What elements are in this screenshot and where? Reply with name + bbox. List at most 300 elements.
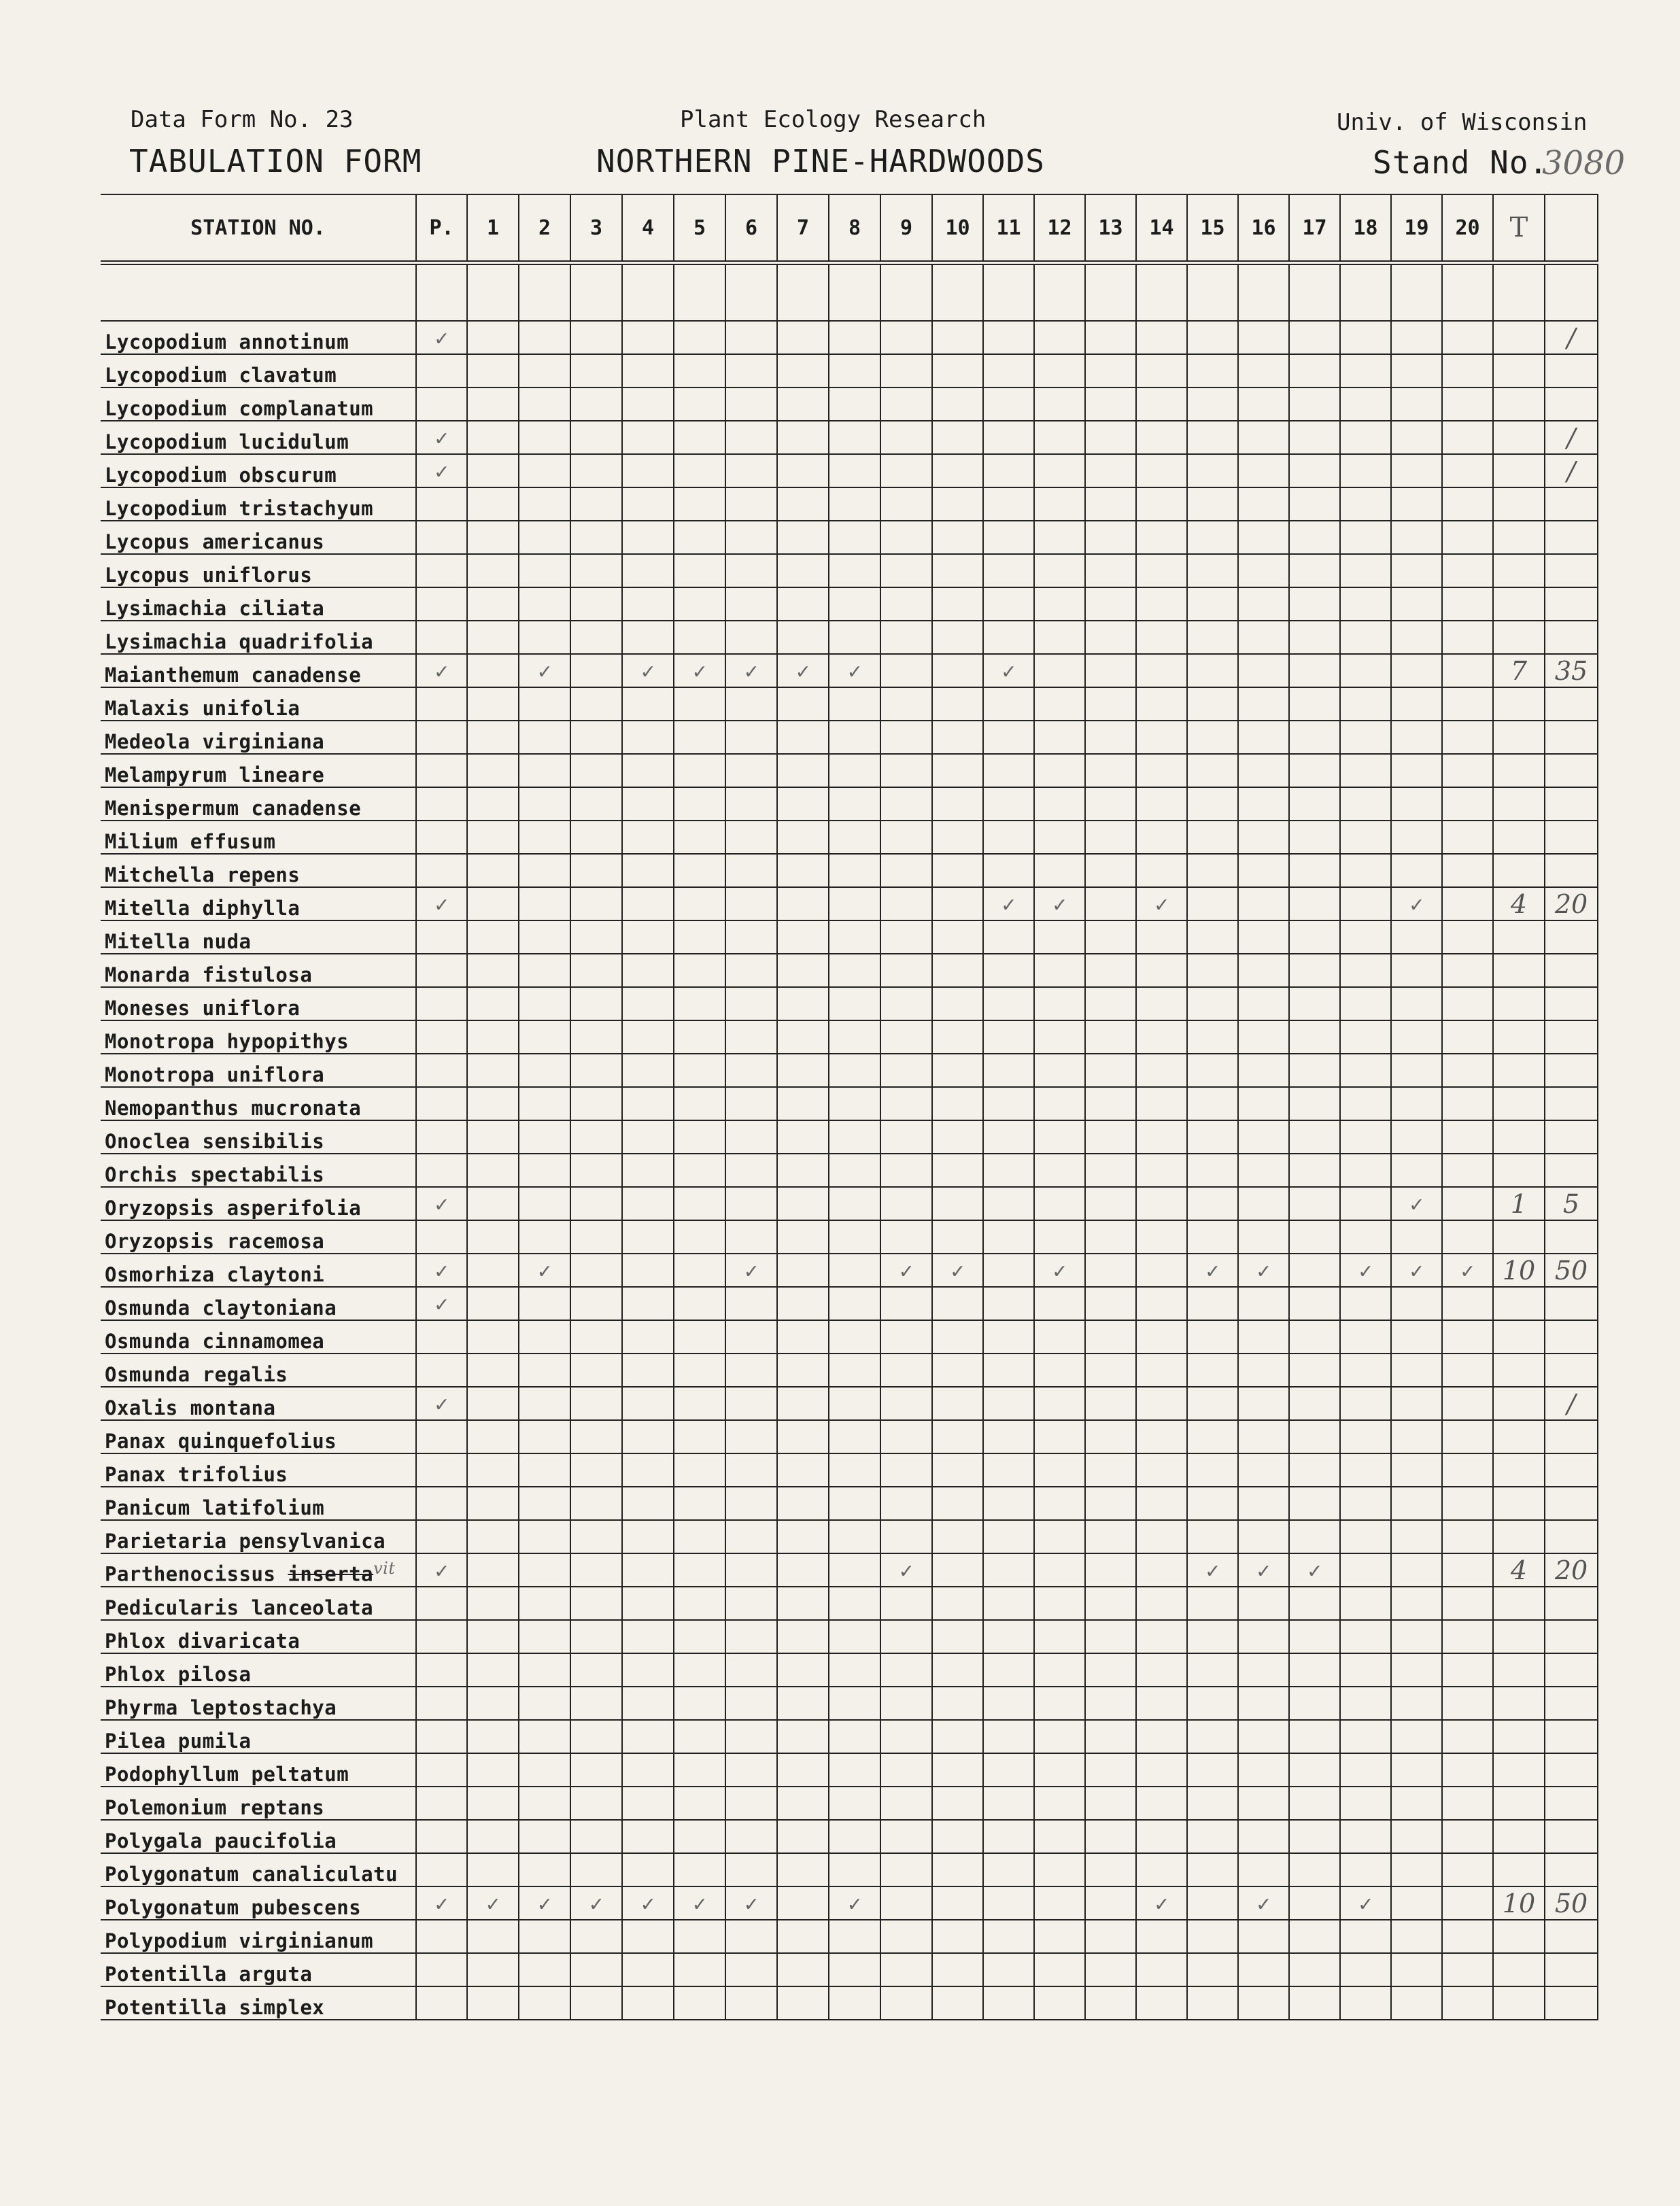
station-cell bbox=[983, 687, 1034, 721]
station-cell bbox=[932, 454, 983, 487]
station-cell bbox=[1238, 1120, 1289, 1154]
station-cell bbox=[1340, 1986, 1391, 2020]
station-cell bbox=[467, 954, 519, 987]
station-cell bbox=[1136, 621, 1187, 654]
table-row bbox=[101, 1320, 1598, 1354]
station-cell bbox=[674, 1653, 725, 1687]
station-cell bbox=[1340, 654, 1391, 687]
station-cell bbox=[1187, 1420, 1238, 1453]
station-cell bbox=[519, 721, 570, 754]
total-cell bbox=[1493, 421, 1545, 454]
species-label: Mitchella repens bbox=[105, 863, 301, 886]
station-cell bbox=[1442, 1187, 1493, 1220]
station-cell bbox=[880, 754, 932, 787]
station-cell bbox=[1136, 1587, 1187, 1620]
station-cell bbox=[880, 1753, 932, 1787]
total-cell bbox=[1493, 1354, 1545, 1387]
struck-epithet: inserta bbox=[288, 1563, 374, 1586]
station-cell bbox=[519, 1120, 570, 1154]
species-label: Lycopodium complanatum bbox=[105, 397, 374, 420]
station-cell bbox=[725, 1687, 777, 1720]
station-cell bbox=[983, 854, 1034, 887]
total-cell bbox=[1493, 1453, 1545, 1487]
species-name bbox=[101, 1587, 416, 1620]
species-label: Parietaria pensylvanica bbox=[105, 1530, 386, 1553]
station-cell bbox=[519, 387, 570, 421]
station-cell bbox=[1289, 920, 1340, 954]
station-cell bbox=[983, 421, 1034, 454]
station-cell bbox=[880, 954, 932, 987]
station-cell bbox=[1340, 754, 1391, 787]
station-cell bbox=[1187, 354, 1238, 387]
station-cell bbox=[519, 920, 570, 954]
station-cell bbox=[1187, 587, 1238, 621]
station-cell bbox=[932, 954, 983, 987]
station-cell bbox=[467, 1687, 519, 1720]
total-cell bbox=[1493, 954, 1545, 987]
station-cell bbox=[1136, 787, 1187, 821]
station-cell bbox=[880, 1087, 932, 1120]
total-cell: 7 bbox=[1493, 654, 1545, 687]
column-header: 19 bbox=[1391, 194, 1442, 263]
station-cell bbox=[467, 587, 519, 621]
station-cell bbox=[983, 1054, 1034, 1087]
station-cell bbox=[1289, 1787, 1340, 1820]
station-cell bbox=[570, 1320, 622, 1354]
table-row bbox=[101, 1787, 1598, 1820]
frequency-cell bbox=[1545, 621, 1598, 654]
column-header: 17 bbox=[1289, 194, 1340, 263]
blank-row bbox=[101, 263, 1598, 322]
table-row bbox=[101, 1087, 1598, 1120]
station-cell bbox=[1340, 1120, 1391, 1154]
station-cell bbox=[1187, 754, 1238, 787]
station-cell bbox=[1442, 1453, 1493, 1487]
station-cell bbox=[1034, 754, 1085, 787]
station-cell bbox=[1340, 354, 1391, 387]
station-cell bbox=[725, 1753, 777, 1787]
station-cell bbox=[1289, 687, 1340, 721]
station-cell bbox=[932, 1220, 983, 1254]
station-cell: ✓ bbox=[1238, 1886, 1289, 1920]
station-cell: ✓ bbox=[1136, 1886, 1187, 1920]
station-cell bbox=[880, 587, 932, 621]
station-cell bbox=[467, 754, 519, 787]
station-cell bbox=[880, 1953, 932, 1986]
station-cell bbox=[829, 1620, 880, 1653]
station-cell bbox=[983, 1154, 1034, 1187]
presence-cell: ✓ bbox=[416, 1553, 467, 1587]
frequency-cell bbox=[1545, 1587, 1598, 1620]
station-cell bbox=[725, 1487, 777, 1520]
station-cell bbox=[570, 1953, 622, 1986]
table-row bbox=[101, 1886, 1598, 1920]
station-cell bbox=[1340, 1620, 1391, 1653]
station-cell bbox=[777, 1853, 829, 1886]
station-cell bbox=[1085, 1920, 1136, 1953]
station-cell bbox=[622, 754, 674, 787]
station-cell bbox=[725, 1120, 777, 1154]
station-cell bbox=[570, 1354, 622, 1387]
station-cell bbox=[1289, 1054, 1340, 1087]
station-cell bbox=[674, 1520, 725, 1553]
station-cell bbox=[674, 1420, 725, 1453]
station-cell bbox=[1187, 1220, 1238, 1254]
station-cell bbox=[1238, 387, 1289, 421]
station-cell bbox=[622, 1487, 674, 1520]
total-cell bbox=[1493, 687, 1545, 721]
station-cell bbox=[1187, 521, 1238, 554]
table-row bbox=[101, 654, 1598, 687]
station-cell bbox=[880, 1154, 932, 1187]
station-cell bbox=[983, 621, 1034, 654]
presence-cell bbox=[416, 1920, 467, 1953]
station-cell bbox=[1340, 1487, 1391, 1520]
station-cell bbox=[1289, 421, 1340, 454]
station-cell bbox=[1187, 1853, 1238, 1886]
station-cell bbox=[983, 821, 1034, 854]
station-cell bbox=[1442, 954, 1493, 987]
station-cell bbox=[1340, 687, 1391, 721]
species-name bbox=[101, 1154, 416, 1187]
station-cell bbox=[467, 487, 519, 521]
station-cell: ✓ bbox=[1391, 1254, 1442, 1287]
station-cell bbox=[932, 1653, 983, 1687]
station-cell bbox=[674, 1487, 725, 1520]
station-cell bbox=[1289, 1620, 1340, 1653]
empty-cell bbox=[829, 263, 880, 322]
station-cell bbox=[674, 1320, 725, 1354]
station-cell bbox=[1391, 554, 1442, 587]
station-cell bbox=[725, 1520, 777, 1553]
species-name bbox=[101, 1920, 416, 1953]
station-cell bbox=[1340, 1187, 1391, 1220]
table-row bbox=[101, 1820, 1598, 1853]
species-name bbox=[101, 487, 416, 521]
station-cell bbox=[725, 721, 777, 754]
station-cell bbox=[829, 1420, 880, 1453]
species-name bbox=[101, 1720, 416, 1753]
station-cell bbox=[1034, 1520, 1085, 1553]
station-cell bbox=[725, 987, 777, 1020]
station-cell bbox=[1085, 1953, 1136, 1986]
station-cell bbox=[932, 920, 983, 954]
station-cell bbox=[1238, 621, 1289, 654]
station-cell bbox=[622, 1787, 674, 1820]
station-cell bbox=[1085, 587, 1136, 621]
station-cell bbox=[622, 521, 674, 554]
species-name bbox=[101, 1420, 416, 1453]
species-name bbox=[101, 1886, 416, 1920]
column-header: 4 bbox=[622, 194, 674, 263]
station-cell bbox=[1238, 1520, 1289, 1553]
station-cell bbox=[1136, 387, 1187, 421]
station-cell bbox=[1187, 1920, 1238, 1953]
total-cell bbox=[1493, 554, 1545, 587]
station-cell bbox=[932, 321, 983, 354]
station-cell bbox=[1238, 920, 1289, 954]
station-cell bbox=[725, 1853, 777, 1886]
station-cell bbox=[829, 1487, 880, 1520]
station-cell bbox=[1187, 421, 1238, 454]
frequency-cell bbox=[1545, 1320, 1598, 1354]
station-cell bbox=[932, 354, 983, 387]
station-cell bbox=[725, 1787, 777, 1820]
station-cell bbox=[1442, 687, 1493, 721]
station-cell bbox=[1289, 1254, 1340, 1287]
table-row bbox=[101, 1187, 1598, 1220]
station-cell bbox=[674, 754, 725, 787]
station-cell bbox=[725, 1220, 777, 1254]
station-cell bbox=[622, 587, 674, 621]
station-cell bbox=[829, 1687, 880, 1720]
station-cell bbox=[1187, 1354, 1238, 1387]
station-cell bbox=[1238, 1687, 1289, 1720]
station-cell bbox=[1085, 1354, 1136, 1387]
station-cell bbox=[725, 1420, 777, 1453]
station-cell bbox=[1340, 1820, 1391, 1853]
station-cell bbox=[1289, 1687, 1340, 1720]
station-cell bbox=[674, 1553, 725, 1587]
station-cell bbox=[519, 1087, 570, 1120]
station-cell bbox=[1442, 821, 1493, 854]
station-cell bbox=[570, 821, 622, 854]
station-cell bbox=[1442, 1553, 1493, 1587]
station-cell bbox=[1187, 920, 1238, 954]
presence-cell bbox=[416, 1653, 467, 1687]
station-cell: ✓ bbox=[1238, 1254, 1289, 1287]
station-cell bbox=[1034, 1853, 1085, 1886]
total-cell bbox=[1493, 1487, 1545, 1520]
station-cell bbox=[829, 1820, 880, 1853]
station-cell bbox=[1442, 887, 1493, 920]
station-cell bbox=[1085, 687, 1136, 721]
station-cell bbox=[725, 754, 777, 787]
presence-cell bbox=[416, 721, 467, 754]
station-cell bbox=[1085, 1287, 1136, 1320]
station-cell bbox=[1085, 1154, 1136, 1187]
station-cell bbox=[725, 1020, 777, 1054]
station-cell bbox=[570, 1920, 622, 1953]
species-name bbox=[101, 1320, 416, 1354]
species-label: Polemonium reptans bbox=[105, 1796, 325, 1819]
species-name bbox=[101, 1820, 416, 1853]
station-cell bbox=[622, 1120, 674, 1154]
station-cell bbox=[622, 354, 674, 387]
station-cell bbox=[1238, 754, 1289, 787]
station-cell bbox=[880, 887, 932, 920]
station-cell bbox=[983, 554, 1034, 587]
station-cell bbox=[1289, 1020, 1340, 1054]
station-cell bbox=[1187, 487, 1238, 521]
station-cell bbox=[570, 1054, 622, 1087]
station-cell bbox=[1442, 521, 1493, 554]
station-cell bbox=[1289, 1953, 1340, 1986]
species-name bbox=[101, 521, 416, 554]
station-cell bbox=[1289, 1753, 1340, 1787]
station-cell bbox=[829, 1087, 880, 1120]
station-cell bbox=[1034, 1487, 1085, 1520]
station-cell bbox=[1442, 387, 1493, 421]
station-cell bbox=[1238, 821, 1289, 854]
station-cell bbox=[829, 1387, 880, 1420]
species-name bbox=[101, 954, 416, 987]
frequency-cell: 35 bbox=[1545, 654, 1598, 687]
species-label: Podophyllum peltatum bbox=[105, 1763, 349, 1786]
station-cell bbox=[1391, 654, 1442, 687]
frequency-cell bbox=[1545, 1154, 1598, 1187]
station-cell bbox=[880, 454, 932, 487]
station-cell bbox=[829, 920, 880, 954]
empty-cell bbox=[1034, 263, 1085, 322]
station-cell bbox=[1034, 687, 1085, 721]
table-row bbox=[101, 354, 1598, 387]
stand-label: Stand No. bbox=[1373, 144, 1549, 181]
presence-cell bbox=[416, 1820, 467, 1853]
station-cell bbox=[467, 1520, 519, 1553]
station-cell bbox=[1238, 454, 1289, 487]
station-cell bbox=[777, 487, 829, 521]
station-cell bbox=[983, 1886, 1034, 1920]
empty-cell bbox=[570, 263, 622, 322]
station-cell bbox=[725, 587, 777, 621]
station-cell bbox=[777, 887, 829, 920]
species-label: Pedicularis lanceolata bbox=[105, 1596, 374, 1619]
frequency-cell bbox=[1545, 920, 1598, 954]
station-cell bbox=[1136, 1920, 1187, 1953]
station-cell bbox=[1187, 1120, 1238, 1154]
station-cell bbox=[1340, 1720, 1391, 1753]
station-cell bbox=[983, 754, 1034, 787]
station-cell bbox=[983, 1520, 1034, 1553]
frequency-cell bbox=[1545, 1287, 1598, 1320]
total-cell: 10 bbox=[1493, 1254, 1545, 1287]
table-body bbox=[101, 263, 1598, 2020]
station-cell bbox=[570, 421, 622, 454]
table-row bbox=[101, 1753, 1598, 1787]
station-cell bbox=[725, 421, 777, 454]
station-cell bbox=[674, 354, 725, 387]
station-cell bbox=[983, 387, 1034, 421]
station-cell bbox=[1034, 854, 1085, 887]
station-cell bbox=[983, 954, 1034, 987]
station-cell bbox=[829, 821, 880, 854]
column-header: 1 bbox=[467, 194, 519, 263]
presence-cell bbox=[416, 687, 467, 721]
station-cell bbox=[519, 787, 570, 821]
station-cell bbox=[674, 1920, 725, 1953]
station-cell bbox=[983, 1986, 1034, 2020]
station-cell bbox=[674, 1820, 725, 1853]
species-label: Osmorhiza claytoni bbox=[105, 1263, 325, 1286]
presence-cell: ✓ bbox=[416, 1886, 467, 1920]
station-cell bbox=[1136, 1787, 1187, 1820]
station-cell bbox=[622, 1520, 674, 1553]
station-cell bbox=[1289, 354, 1340, 387]
species-name bbox=[101, 1254, 416, 1287]
station-cell bbox=[932, 1320, 983, 1354]
station-cell bbox=[1238, 1986, 1289, 2020]
station-cell bbox=[519, 987, 570, 1020]
station-cell bbox=[1136, 587, 1187, 621]
station-cell bbox=[880, 1587, 932, 1620]
station-cell bbox=[674, 787, 725, 821]
station-cell bbox=[932, 821, 983, 854]
station-cell bbox=[1340, 1687, 1391, 1720]
station-cell bbox=[622, 1054, 674, 1087]
station-cell bbox=[1136, 920, 1187, 954]
station-cell bbox=[570, 1853, 622, 1886]
station-cell bbox=[1238, 987, 1289, 1020]
station-cell bbox=[725, 521, 777, 554]
presence-cell bbox=[416, 1054, 467, 1087]
station-cell bbox=[674, 421, 725, 454]
station-cell bbox=[1187, 1054, 1238, 1087]
station-cell bbox=[1442, 1220, 1493, 1254]
table-row bbox=[101, 1487, 1598, 1520]
station-cell bbox=[467, 1853, 519, 1886]
station-cell bbox=[1085, 954, 1136, 987]
station-cell bbox=[674, 621, 725, 654]
station-cell bbox=[777, 954, 829, 987]
station-cell bbox=[622, 854, 674, 887]
station-cell bbox=[983, 1620, 1034, 1653]
station-cell bbox=[1442, 487, 1493, 521]
frequency-cell bbox=[1545, 787, 1598, 821]
station-cell: ✓ bbox=[983, 887, 1034, 920]
station-cell bbox=[1187, 1886, 1238, 1920]
station-cell bbox=[932, 1753, 983, 1787]
station-cell bbox=[983, 1387, 1034, 1420]
station-cell bbox=[467, 920, 519, 954]
station-cell bbox=[674, 1986, 725, 2020]
column-header: 16 bbox=[1238, 194, 1289, 263]
station-cell bbox=[932, 1687, 983, 1720]
total-cell bbox=[1493, 521, 1545, 554]
presence-cell bbox=[416, 1320, 467, 1354]
station-cell bbox=[570, 454, 622, 487]
frequency-cell bbox=[1545, 721, 1598, 754]
station-cell bbox=[777, 920, 829, 954]
species-name bbox=[101, 1653, 416, 1687]
station-cell bbox=[1391, 1220, 1442, 1254]
presence-cell bbox=[416, 1120, 467, 1154]
table-row bbox=[101, 920, 1598, 954]
species-name bbox=[101, 1487, 416, 1520]
station-cell bbox=[1391, 487, 1442, 521]
station-cell bbox=[467, 1986, 519, 2020]
station-cell bbox=[622, 1320, 674, 1354]
empty-cell bbox=[1085, 263, 1136, 322]
species-label: Moneses uniflora bbox=[105, 997, 301, 1020]
station-cell bbox=[880, 1687, 932, 1720]
station-cell bbox=[932, 1886, 983, 1920]
station-cell bbox=[1136, 1653, 1187, 1687]
station-cell bbox=[1136, 421, 1187, 454]
station-cell bbox=[1442, 1953, 1493, 1986]
station-cell bbox=[880, 1420, 932, 1453]
station-cell bbox=[932, 1720, 983, 1753]
station-cell bbox=[829, 1587, 880, 1620]
station-cell bbox=[932, 854, 983, 887]
station-cell bbox=[1340, 1587, 1391, 1620]
presence-cell bbox=[416, 1853, 467, 1886]
station-cell bbox=[1187, 1720, 1238, 1753]
station-cell bbox=[880, 1054, 932, 1087]
station-cell bbox=[1085, 1453, 1136, 1487]
station-cell bbox=[570, 1287, 622, 1320]
species-label: Polygonatum pubescens bbox=[105, 1896, 362, 1919]
